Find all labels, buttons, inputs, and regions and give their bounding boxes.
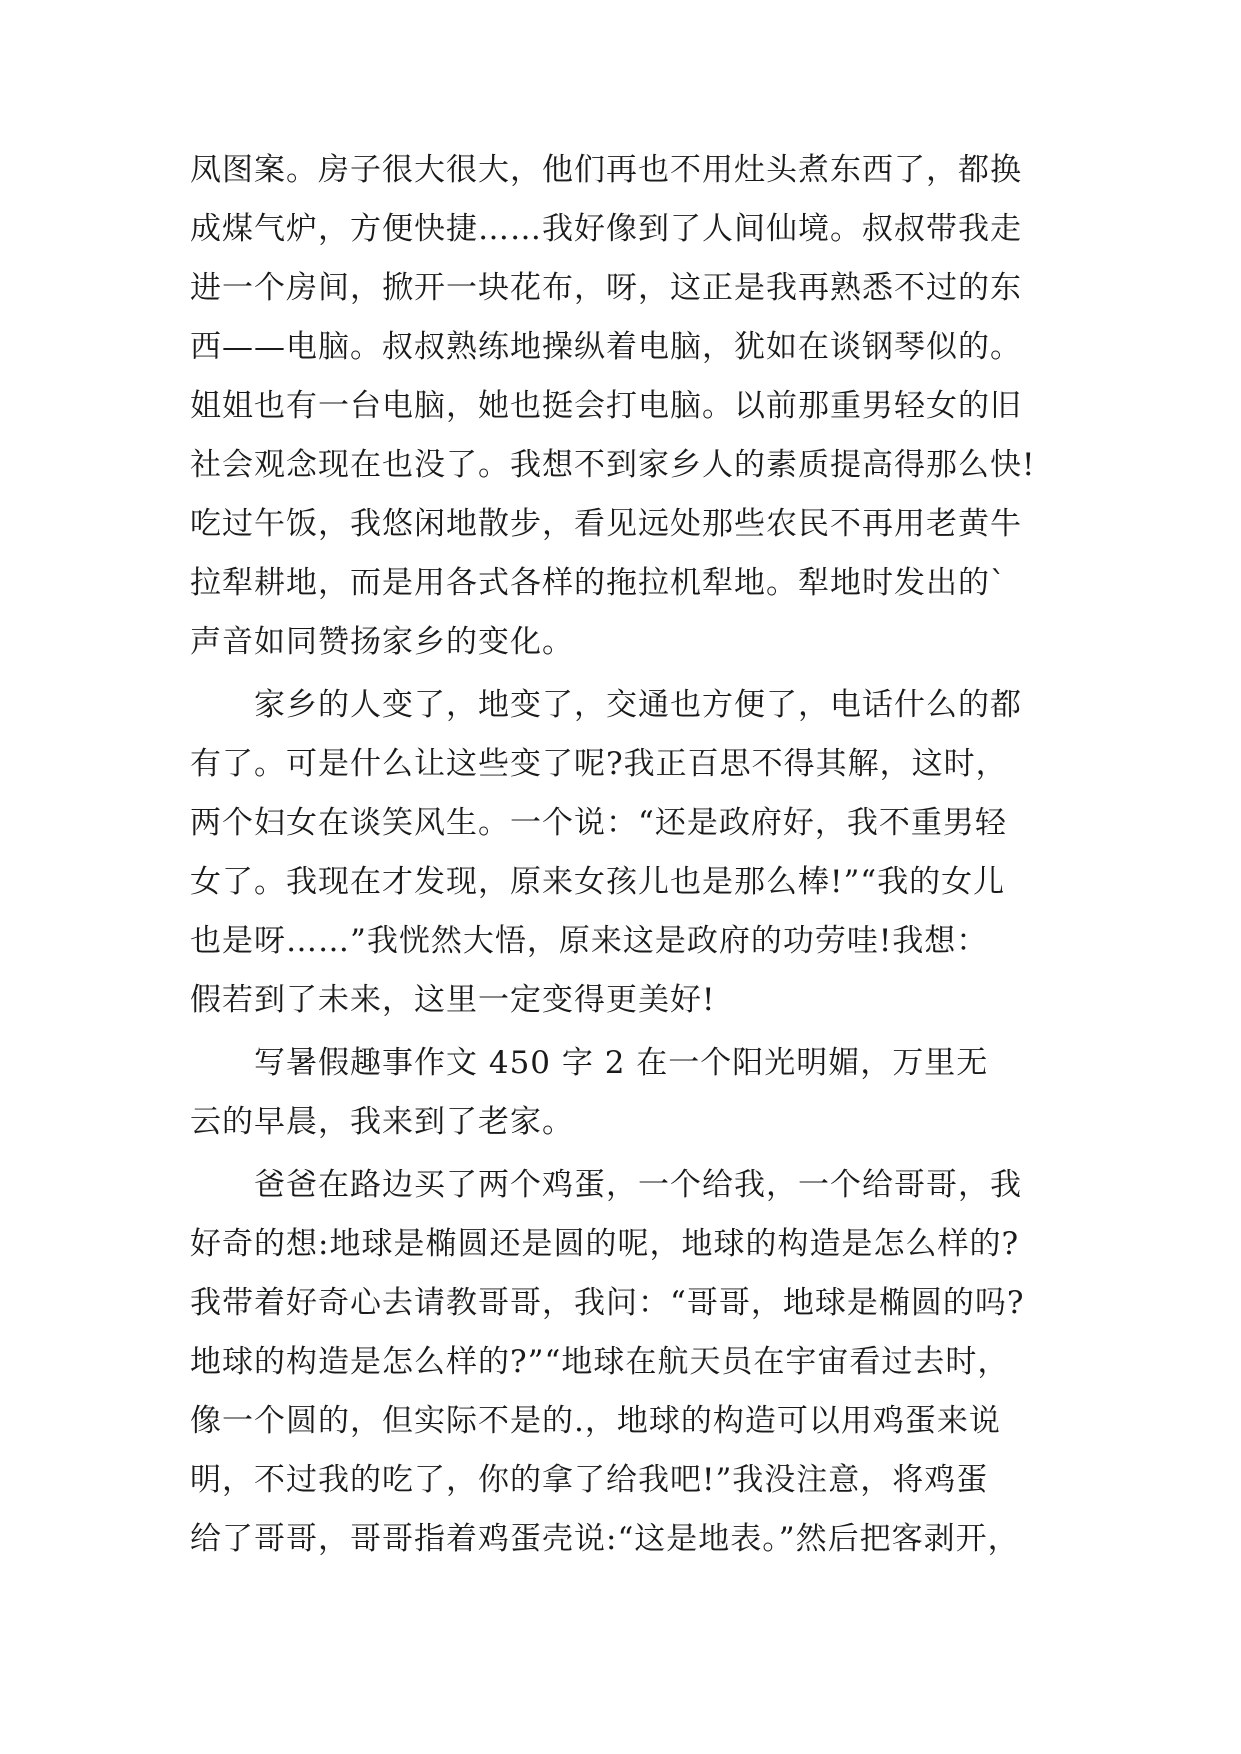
paragraph-first-line: 家乡的人变了，地变了，交通也方便了，电话什么的都 [254,687,1022,723]
text-line: 两个妇女在谈笑风生。一个说：“还是政府好，我不重男轻 [190,805,1007,841]
text-line: 拉犁耕地，而是用各式各样的拖拉机犁地。犁地时发出的` [190,565,1007,601]
text-line: 像一个圆的，但实际不是的.，地球的构造可以用鸡蛋来说 [190,1403,1001,1439]
text-line: 声音如同赞扬家乡的变化。 [190,624,574,660]
text-line: 有了。可是什么让这些变了呢?我正百思不得其解，这时， [190,746,1008,782]
paragraph-first-line: 爸爸在路边买了两个鸡蛋，一个给我，一个给哥哥，我 [254,1167,1022,1203]
text-line: 明，不过我的吃了，你的拿了给我吧!”我没注意，将鸡蛋 [190,1462,989,1498]
text-line: 成煤气炉，方便快捷……我好像到了人间仙境。叔叔带我走 [190,211,1022,247]
text-line: 给了哥哥，哥哥指着鸡蛋壳说:“这是地表。”然后把客剥开， [190,1521,1020,1557]
essay-heading-line: 写暑假趣事作文 450 字 2 在一个阳光明媚，万里无 [254,1045,989,1081]
text-line: 进一个房间，掀开一块花布，呀，这正是我再熟悉不过的东 [190,270,1022,306]
text-line: 我带着好奇心去请教哥哥，我问：“哥哥，地球是椭圆的吗? [190,1285,1025,1321]
text-line: 云的早晨，我来到了老家。 [190,1104,574,1140]
text-line: 假若到了未来，这里一定变得更美好! [190,982,716,1018]
text-line: 也是呀……”我恍然大悟，原来这是政府的功劳哇!我想： [190,923,989,959]
text-line: 姐姐也有一台电脑，她也挺会打电脑。以前那重男轻女的旧 [190,388,1022,424]
text-line: 吃过午饭，我悠闲地散步，看见远处那些农民不再用老黄牛 [190,506,1022,542]
text-line: 西——电脑。叔叔熟练地操纵着电脑，犹如在谈钢琴似的。 [190,329,1022,365]
text-line: 社会观念现在也没了。我想不到家乡人的素质提高得那么快! [190,447,1036,483]
text-line: 女了。我现在才发现，原来女孩儿也是那么棒!”“我的女儿 [190,864,1006,900]
text-line: 地球的构造是怎么样的?”“地球在航天员在宇宙看过去时， [190,1344,1010,1380]
text-line: 凤图案。房子很大很大，他们再也不用灶头煮东西了，都换 [190,152,1022,188]
text-line: 好奇的想:地球是椭圆还是圆的呢，地球的构造是怎么样的? [190,1226,1020,1262]
